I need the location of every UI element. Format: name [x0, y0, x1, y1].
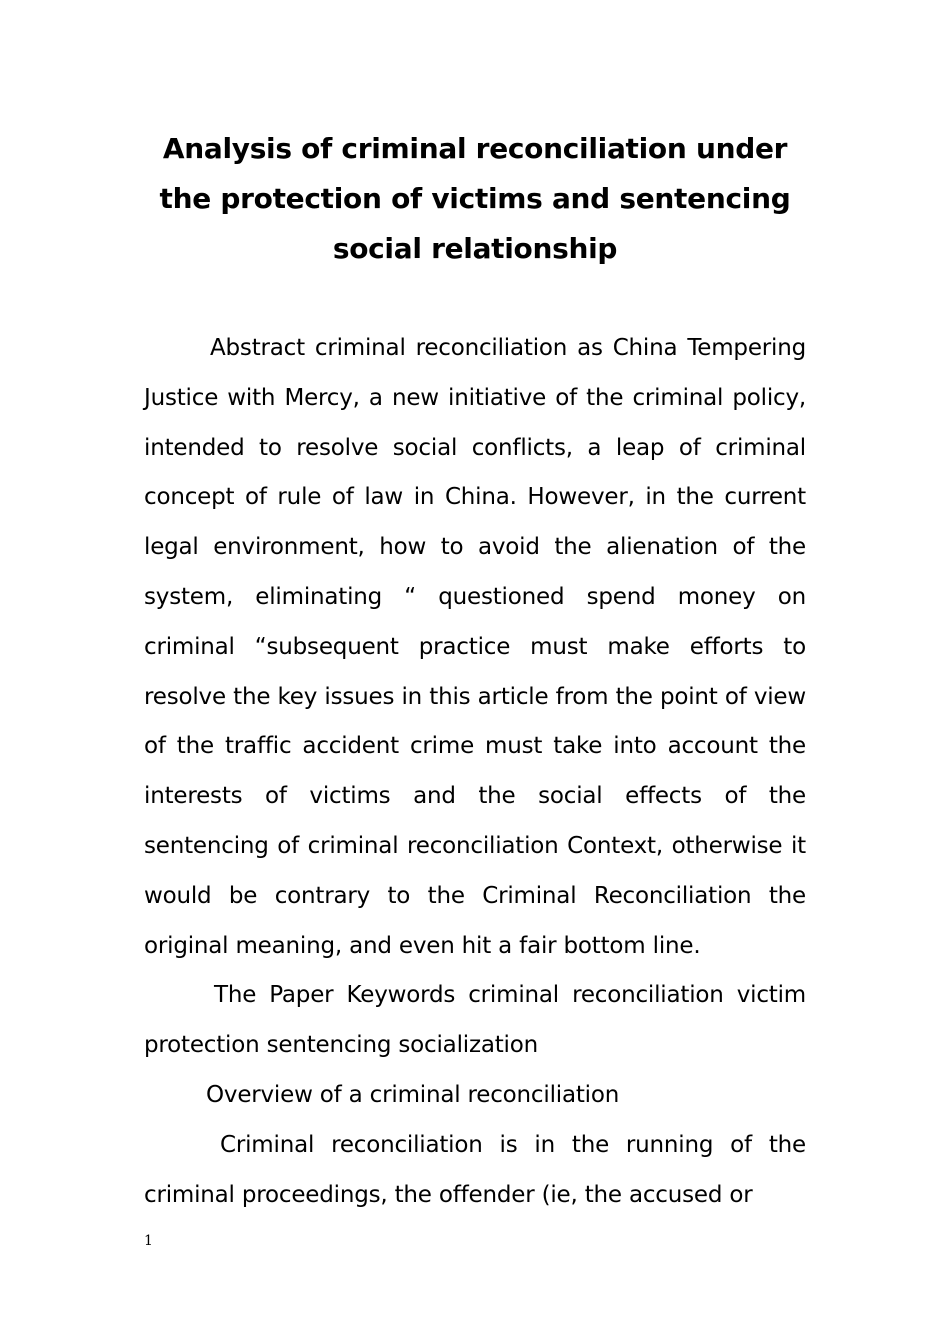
page-number: 1	[144, 1233, 153, 1249]
keywords-paragraph: The Paper Keywords criminal reconciliation victim protection sentencing socialization	[144, 982, 806, 1059]
abstract-paragraph: Abstract criminal reconciliation as China Tempering Justice with Mercy, a new initiative of the criminal policy, intended to resolve social conflicts, a leap of criminal concept of rule of law in China. However, in the current legal environment, how to avoid the alienation of the system, eliminating “ questioned spend money on criminal “subsequent practice must make efforts to resolve the key issues in this article from the point of view of the traffic accident crime must take into account the interests of victims and the social effects of the sentencing of criminal reconciliation Context, otherwise it would be contrary to the Criminal Reconciliation the original meaning, and even hit a fair bottom line.	[144, 335, 806, 959]
document-title: Analysis of criminal reconciliation under the protection of victims and sentencing social relationship	[159, 132, 791, 265]
section-heading: Overview of a criminal reconciliation	[206, 1081, 620, 1108]
document-body	[144, 324, 806, 1220]
body-paragraph: Criminal reconciliation is in the running of the criminal proceedings, the offender (ie, the accused or	[144, 1131, 806, 1208]
